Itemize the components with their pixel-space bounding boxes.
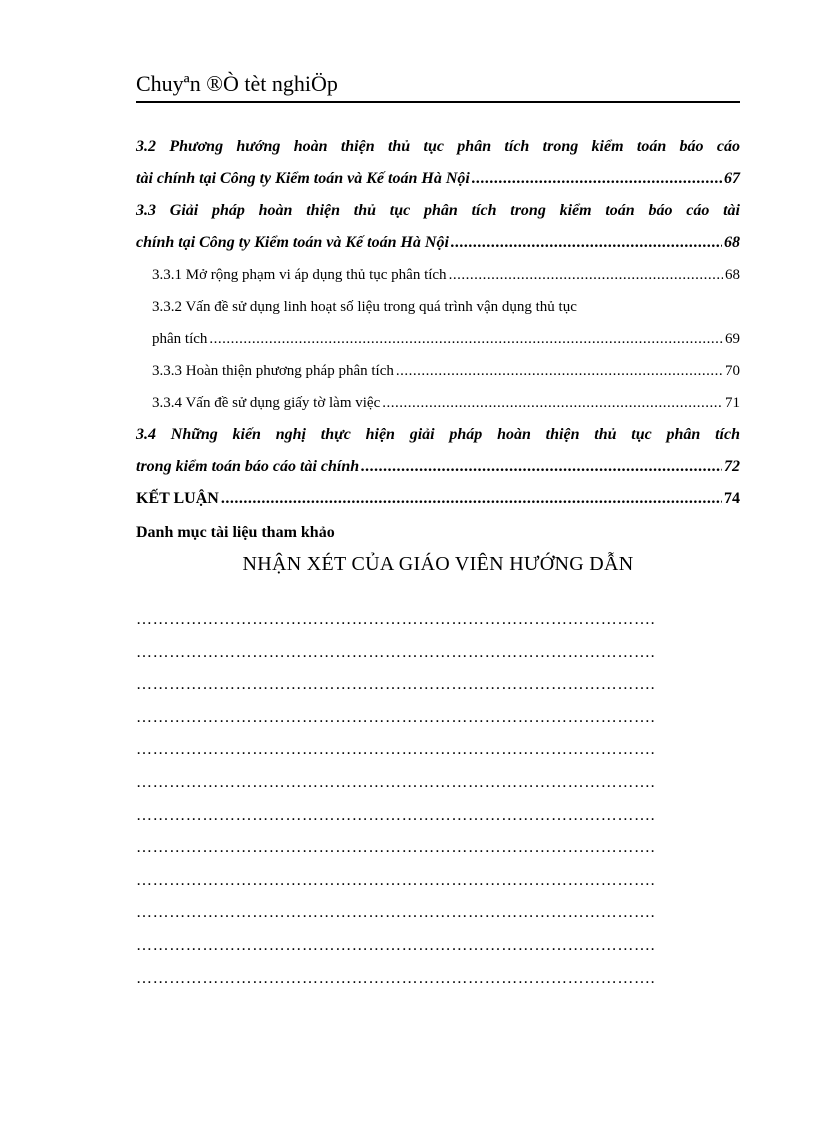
toc-entry-3-3-4[interactable] bbox=[136, 387, 740, 419]
comment-line: …………………………………………………………………………………. bbox=[136, 904, 656, 922]
comment-line: …………………………………………………………………………………. bbox=[136, 708, 656, 726]
comment-line: …………………………………………………………………………………. bbox=[136, 611, 656, 628]
comment-line: …………………………………………………………………………………. bbox=[136, 969, 656, 987]
toc-entry-text: 3.3.1 Mở rộng phạm vi áp dụng thủ tục phân tích bbox=[152, 267, 447, 283]
toc-entry-3-3-1[interactable] bbox=[136, 259, 740, 291]
comment-line: …………………………………………………………………………………. bbox=[136, 643, 656, 661]
table-of-contents bbox=[136, 131, 740, 545]
dot-leader bbox=[472, 163, 722, 195]
dot-leader bbox=[361, 451, 722, 483]
dot-leader bbox=[449, 259, 723, 291]
dot-leader bbox=[209, 323, 723, 355]
header-title: Chuyªn ®Ò tèt nghiÖp bbox=[136, 71, 338, 96]
comment-line: …………………………………………………………………………………. bbox=[136, 806, 656, 824]
toc-entry-text: 3.3.2 Vấn đề sử dụng linh hoạt số liệu trong quá trình vận dụng thủ tục bbox=[152, 299, 577, 315]
toc-entry-3-3[interactable] bbox=[136, 195, 740, 259]
page-number: 68 bbox=[724, 234, 740, 251]
page-number: 72 bbox=[724, 458, 740, 475]
comment-line: …………………………………………………………………………………. bbox=[136, 839, 656, 857]
comment-line: …………………………………………………………………………………. bbox=[136, 936, 656, 954]
toc-entry-conclusion[interactable] bbox=[136, 483, 740, 515]
comment-line: …………………………………………………………………………………. bbox=[136, 773, 656, 791]
toc-entry-text: trong kiểm toán báo cáo tài chính bbox=[136, 458, 360, 475]
dot-leader bbox=[382, 387, 723, 419]
toc-entry-3-4[interactable] bbox=[136, 419, 740, 483]
toc-entry-text: 3.3 Giải pháp hoàn thiện thủ tục phân tích trong kiểm toán báo cáo tài bbox=[136, 202, 740, 219]
page-number: 67 bbox=[724, 170, 740, 187]
toc-entry-text: 3.2 Phương hướng hoàn thiện thủ tục phân tích trong kiểm toán báo cáo bbox=[136, 138, 740, 155]
toc-entry-text: phân tích bbox=[152, 331, 208, 347]
page-number: 69 bbox=[725, 331, 740, 347]
comments-title: NHẬN XÉT CỦA GIÁO VIÊN HƯỚNG DẪN bbox=[242, 553, 634, 575]
toc-entry-3-3-2[interactable] bbox=[136, 291, 740, 355]
toc-entry-3-2[interactable] bbox=[136, 131, 740, 195]
toc-entry-text: chính tại Công ty Kiểm toán và Kế toán Hà Nội bbox=[136, 234, 449, 251]
toc-entry-text: tài chính tại Công ty Kiểm toán và Kế toán Hà Nội bbox=[136, 170, 470, 187]
page-number: 70 bbox=[725, 363, 740, 379]
toc-entry-text: 3.3.4 Vấn đề sử dụng giấy tờ làm việc bbox=[152, 395, 381, 411]
comment-line: …………………………………………………………………………………. bbox=[136, 676, 656, 694]
page-number: 74 bbox=[724, 490, 740, 507]
toc-entry-text: 3.3.3 Hoàn thiện phương pháp phân tích bbox=[152, 363, 394, 379]
comment-line: …………………………………………………………………………………. bbox=[136, 871, 656, 889]
toc-references[interactable]: Danh mục tài liệu tham khảo bbox=[136, 524, 335, 541]
page-number: 68 bbox=[725, 267, 740, 283]
toc-entry-text: KẾT LUẬN bbox=[136, 490, 219, 507]
comment-line: …………………………………………………………………………………. bbox=[136, 741, 656, 759]
toc-entry-text: 3.4 Những kiến nghị thực hiện giải pháp hoàn thiện thủ tục phân tích bbox=[136, 426, 740, 443]
comments-lines bbox=[136, 604, 740, 995]
page-header bbox=[136, 71, 740, 103]
dot-leader bbox=[396, 355, 723, 387]
page-number: 71 bbox=[725, 395, 740, 411]
toc-entry-3-3-3[interactable] bbox=[136, 355, 740, 387]
dot-leader bbox=[221, 483, 722, 515]
dot-leader bbox=[451, 227, 722, 259]
